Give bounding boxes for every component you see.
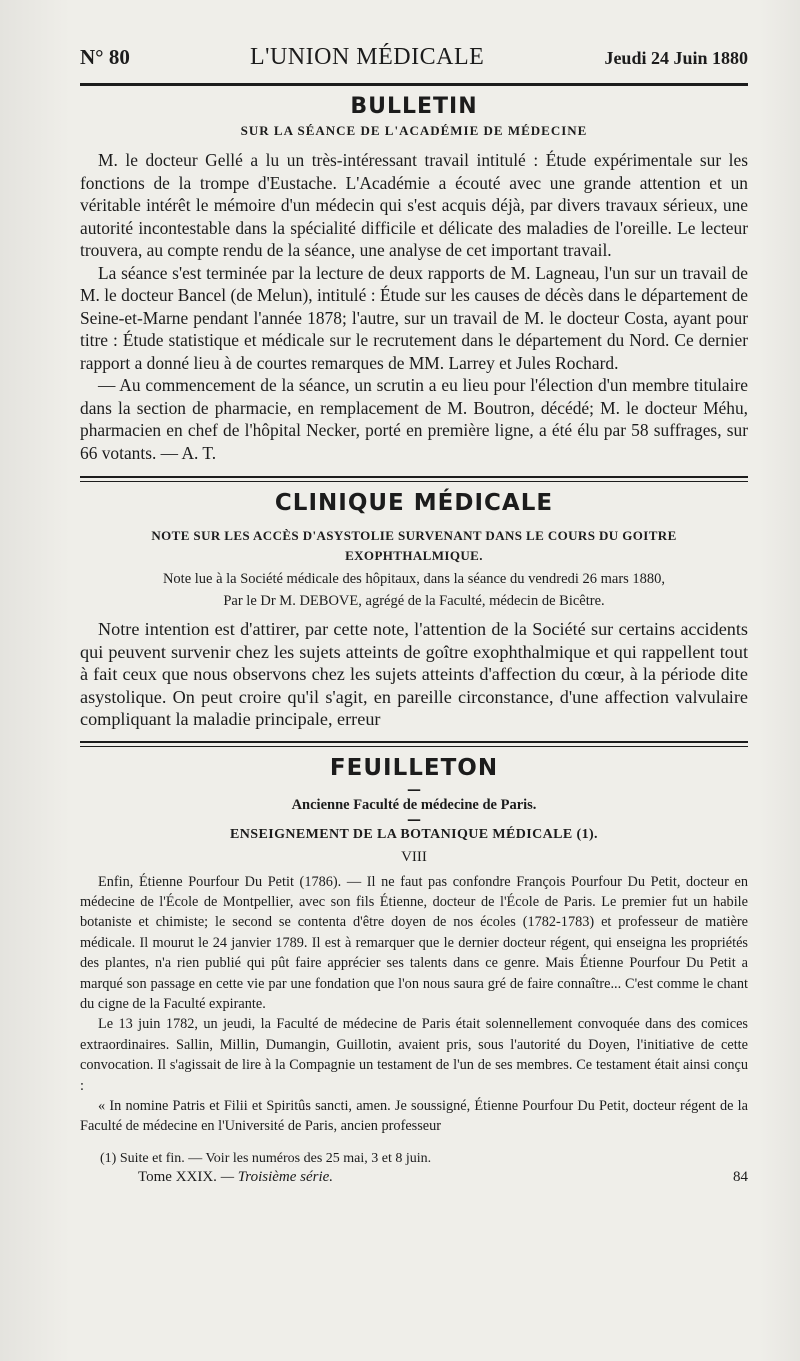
feuilleton-paragraph-1: Enfin, Étienne Pourfour Du Petit (1786). — Il ne faut pas confondre François Pourfour Du Petit, docteur en médecine de l'École de Montpellier, avec son fils Étienne, docteur de l'École de Paris. Le premier fut un habile botaniste et chimiste; le second se contenta d'être doyen de nos écoles (1782-1783) et professeur de matière médicale. Il mourut le 24 janvier 1789. Il est à remarquer que le dernier docteur régent, qui enseigna les propriétés des plantes, n'a rien publié qui pût faire apprécier ses talents dans ce genre. Mais Étienne Pourfour Du Petit a marqué son passage en cette vie par une fondation que l'on nous saura gré de faire connaître... C'est comme le chant du cigne de la Faculté expirante. [80, 873, 748, 1012]
chapter-number: VIII [401, 848, 427, 865]
feuilleton-section [80, 755, 748, 1137]
author-line: Par le Dr M. DEBOVE, agrégé de la Faculté, médecin de Bicêtre. [223, 593, 605, 609]
feuilleton-paragraph-2: Le 13 juin 1782, un jeudi, la Faculté de médecine de Paris était solennellement convoquée dans des comices extraordinaires. Sallin, Millin, Dumangin, Guillotin, avaient pris, sous l'autorité du Doyen, l'initiative de cette convocation. Il s'agissait de lire à la Compagnie un testament de l'un de ses membres. Ce testament était ainsi conçu : [80, 1016, 748, 1094]
page-footer [80, 1169, 748, 1186]
page-header [80, 44, 748, 71]
bulletin-paragraph-2: La séance s'est terminée par la lecture de deux rapports de M. Lagneau, l'un sur un travail de M. le docteur Bancel (de Melun), intitulé : Étude sur les causes de décès dans le département de Seine-et-Marne pendant l'année 1878; l'autre, sur un travail de M. le docteur Costa, ayant pour titre : Étude statistique et médicale sur le recrutement dans le département du Nord. Ce dernier rapport a donné lieu à de courtes remarques de MM. Larrey et Jules Rochard. [80, 262, 748, 373]
clinique-paragraph: Notre intention est d'attirer, par cette note, l'attention de la Société sur certains accidents qui peuvent survenir chez les sujets atteints de goître exophthalmique et qui rappellent tout à fait ceux que nous observons chez les sujets atteints d'affection du cœur, à la période dite asystolique. On peut croire qu'il s'agit, en pareille circonstance, d'une affection valvulaire compliquant la maladie principale, erreur [80, 619, 748, 729]
clinique-title: CLINIQUE MÉDICALE [274, 490, 554, 516]
separator-dash: — [407, 781, 421, 798]
bulletin-section [80, 94, 748, 464]
bulletin-subtitle: SUR LA SÉANCE DE L'ACADÉMIE DE MÉDECINE [240, 123, 588, 138]
bulletin-title: BULLETIN [350, 94, 478, 119]
journal-title: L'UNION MÉDICALE [249, 44, 485, 70]
feuilleton-subtitle: Ancienne Faculté de médecine de Paris. [291, 796, 537, 813]
issue-number: N° 80 [80, 45, 130, 69]
note-title: NOTE SUR LES ACCÈS D'ASYSTOLIE SURVENANT DANS LE COURS DU GOITRE EXOPHTHALMIQUE. [151, 528, 677, 563]
page-number: 84 [733, 1168, 748, 1185]
separator-dash: — [407, 811, 421, 828]
feuilleton-title: FEUILLETON [329, 754, 499, 781]
note-line: Note lue à la Société médicale des hôpitaux, dans la séance du vendredi 26 mars 1880, [162, 571, 666, 587]
bulletin-paragraph-1: M. le docteur Gellé a lu un très-intéressant travail intitulé : Étude expérimentale sur les fonctions de la trompe d'Eustache. L'Académie a écouté avec une grande attention et un véritable intérêt le mémoire d'un médecin qui s'est acquis déjà, par divers travaux sérieux, une autorité incontestable dans la spécialité difficile et délicate des maladies de l'oreille. Le lecteur trouvera, au compte rendu de la séance, une analyse de cet important travail. [80, 150, 748, 260]
bulletin-paragraph-3: — Au commencement de la séance, un scrutin a eu lieu pour l'élection d'un membre titulaire dans la section de pharmacie, en remplacement de M. Boutron, décédé; M. le docteur Méhu, pharmacien en chef de l'hôpital Necker, porté en première ligne, a été élu par 58 suffrages, sur 66 votants. — A. T. [80, 375, 748, 463]
header-rule [80, 83, 748, 86]
issue-date: Jeudi 24 Juin 1880 [604, 48, 748, 68]
series-label: — Troisième série. [220, 1168, 334, 1185]
clinique-section [80, 490, 748, 731]
section-divider [80, 741, 748, 747]
footnote: (1) Suite et fin. — Voir les numéros des 25 mai, 3 et 8 juin. [100, 1150, 432, 1166]
feuilleton-subheading: ENSEIGNEMENT DE LA BOTANIQUE MÉDICALE (1). [230, 826, 598, 842]
tome-info [138, 1169, 333, 1186]
tome-label: Tome XXIX. [138, 1168, 217, 1185]
feuilleton-paragraph-3: « In nomine Patris et Filii et Spiritûs sancti, amen. Je soussigné, Étienne Pourfour Du Petit, docteur régent de la Faculté de médecine en l'Université de Paris, ancien professeur [80, 1097, 748, 1135]
section-divider [80, 476, 748, 482]
